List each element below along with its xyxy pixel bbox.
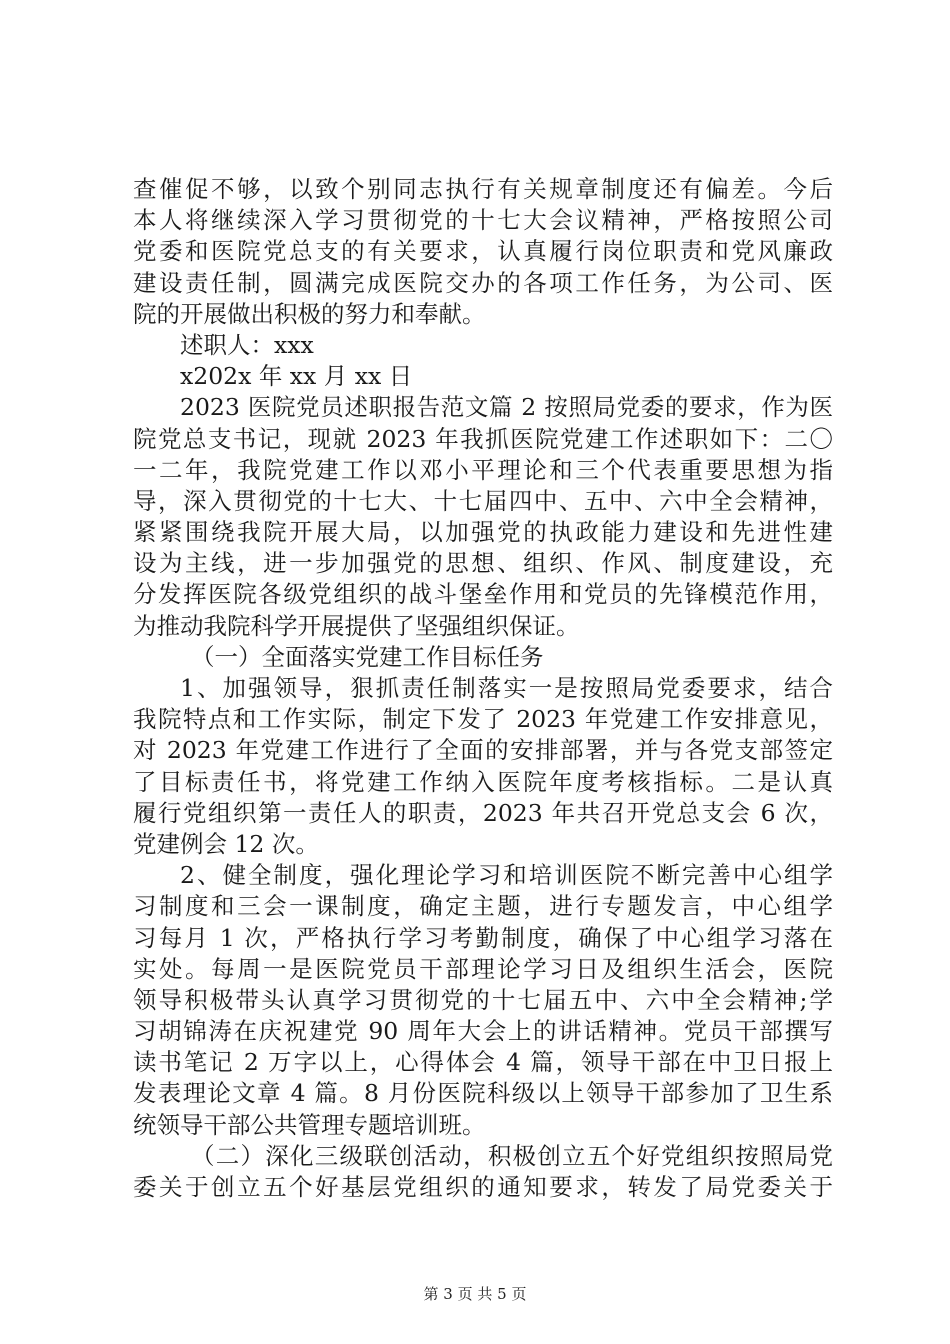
text-line: 对 2023 年党建工作进行了全面的安排部署，并与各党支部签定 [133, 736, 833, 765]
text-line: 设为主线，进一步加强党的思想、组织、作风、制度建设，充 [133, 549, 833, 578]
text-line: 为推动我院科学开展提供了坚强组织保证。 [133, 611, 580, 640]
text-line: 习制度和三会一课制度，确定主题，进行专题发言，中心组学 [133, 892, 833, 921]
page-footer: 第 3 页 共 5 页 [423, 1285, 527, 1303]
text-line: （一）全面落实党建工作目标任务 [191, 642, 544, 671]
text-line: 院党总支书记，现就 2023 年我抓医院党建工作述职如下：二〇 [133, 424, 833, 453]
text-line: 分发挥医院各级党组织的战斗堡垒作用和党员的先锋模范作用， [133, 580, 833, 609]
text-line: 统领导干部公共管理专题培训班。 [133, 1110, 486, 1139]
text-line: 发表理论文章 4 篇。8 月份医院科级以上领导干部参加了卫生系 [133, 1079, 833, 1108]
text-line: 查催促不够，以致个别同志执行有关规章制度还有偏差。今后 [133, 175, 833, 203]
text-line: 了目标责任书，将党建工作纳入医院年度考核指标。二是认真 [133, 767, 833, 796]
text-line: 履行党组织第一责任人的职责，2023 年共召开党总支会 6 次， [133, 798, 833, 827]
text-line: 实处。每周一是医院党员干部理论学习日及组织生活会，医院 [133, 954, 833, 983]
text-line: 党委和医院党总支的有关要求，认真履行岗位职责和党风廉政 [133, 237, 833, 266]
text-line: 领导积极带头认真学习贯彻党的十七届五中、六中全会精神;学 [133, 985, 833, 1014]
text-line: 我院特点和工作实际，制定下发了 2023 年党建工作安排意见， [133, 705, 833, 734]
text-line: 1、加强领导，狠抓责任制落实一是按照局党委要求，结合 [180, 674, 833, 702]
text-line: x202x 年 xx 月 xx 日 [180, 362, 413, 391]
text-line: 2023 医院党员述职报告范文篇 2 按照局党委的要求，作为医 [180, 393, 833, 422]
text-line: 紧紧围绕我院开展大局，以加强党的执政能力建设和先进性建 [133, 518, 833, 547]
text-line: 导，深入贯彻党的十七大、十七届四中、五中、六中全会精神， [133, 486, 833, 515]
text-line: 2、健全制度，强化理论学习和培训医院不断完善中心组学 [180, 861, 833, 890]
text-line: 党建例会 12 次。 [133, 829, 319, 858]
text-line: 述职人：xxx [180, 330, 314, 359]
text-line: 习每月 1 次，严格执行学习考勤制度，确保了中心组学习落在 [133, 923, 833, 952]
text-line: （二）深化三级联创活动，积极创立五个好党组织按照局党 [191, 1141, 833, 1170]
document-body [133, 174, 833, 1203]
text-line: 读书笔记 2 万字以上，心得体会 4 篇，领导干部在中卫日报上 [133, 1048, 833, 1077]
text-line: 本人将继续深入学习贯彻党的十七大会议精神，严格按照公司 [133, 206, 833, 235]
text-line: 一二年，我院党建工作以邓小平理论和三个代表重要思想为指 [133, 455, 833, 484]
text-line: 院的开展做出积极的努力和奉献。 [133, 299, 486, 328]
text-line: 习胡锦涛在庆祝建党 90 周年大会上的讲话精神。党员干部撰写 [133, 1017, 833, 1046]
text-line: 委关于创立五个好基层党组织的通知要求，转发了局党委关于 [133, 1173, 833, 1201]
text-line: 建设责任制，圆满完成医院交办的各项工作任务，为公司、医 [133, 268, 833, 297]
